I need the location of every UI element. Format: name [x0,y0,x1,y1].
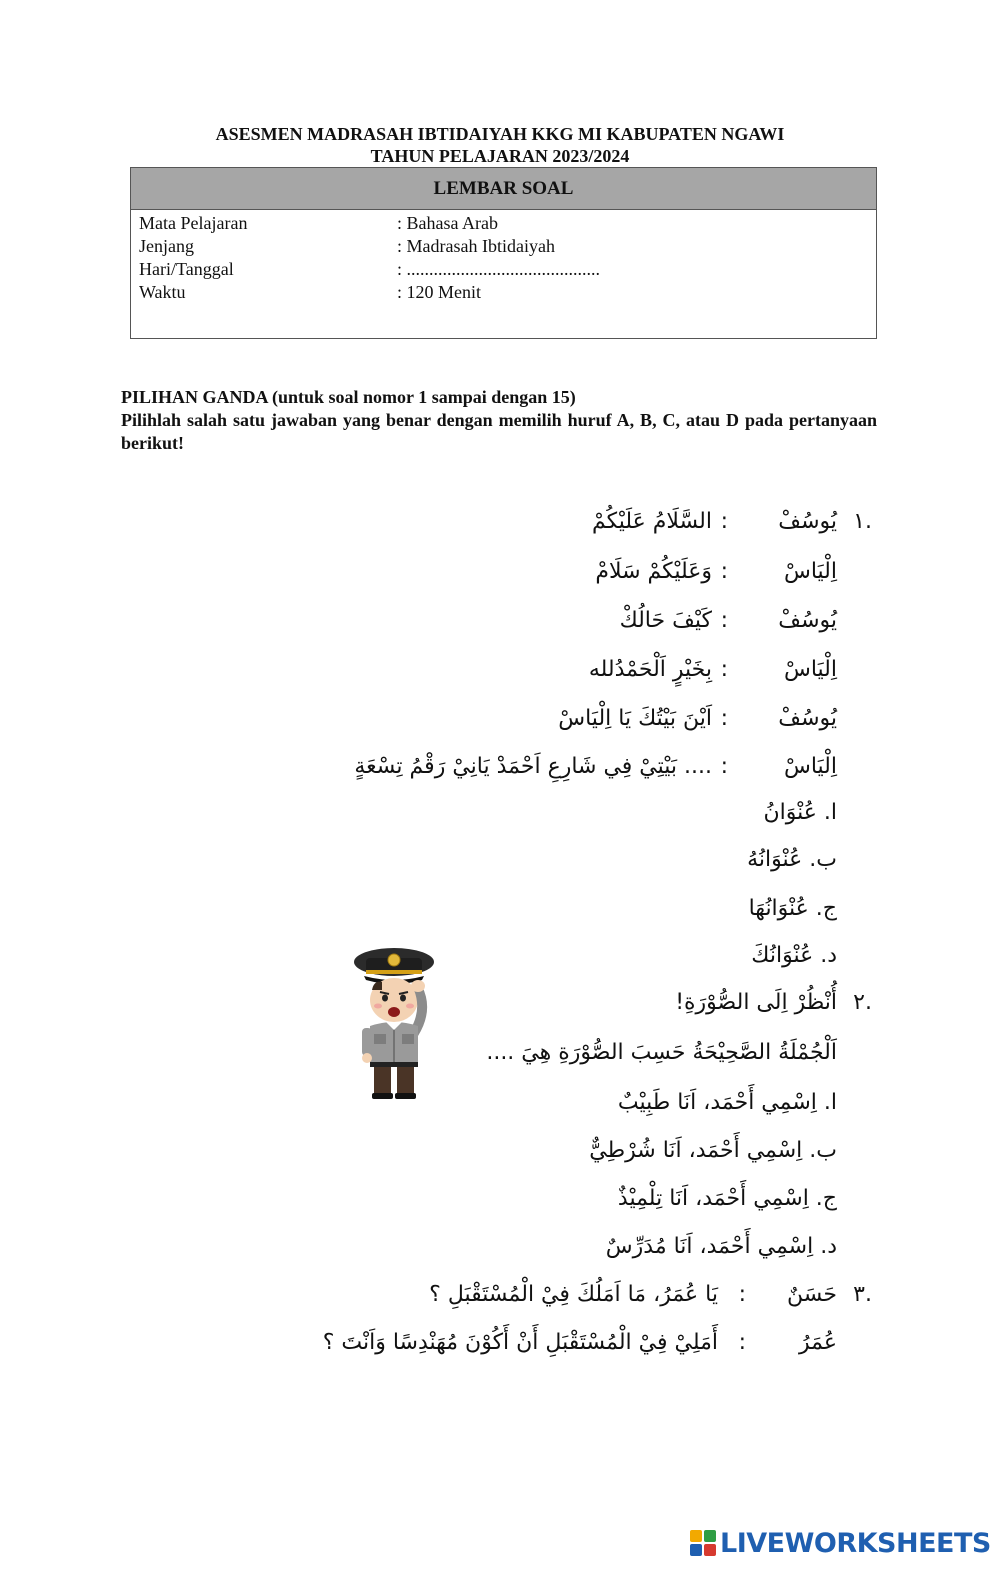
dialogue-colon: : [720,608,728,633]
exam-info-box [130,167,877,339]
section-instruction: Pilihlah salah satu jawaban yang benar dengan memilih huruf A, B, C, atau D pada pertanyaan berikut! [121,410,877,453]
info-value: : Madrasah Ibtidaiyah [397,236,555,256]
dialogue-line: بِخَيْرٍ اَلْحَمْدُلله [588,657,712,682]
question-stem: اَلْجُمْلَةُ الصَّحِيْحَةُ حَسِبَ الصُّوْرَةِ هِيَ .... [486,1040,837,1065]
dialogue-line: يَا عُمَرُ، مَا اَمَلُكَ فِيْ الْمُسْتَقْبَلِ ؟ [429,1282,718,1307]
info-label: Jenjang [139,236,194,256]
info-value: : Bahasa Arab [397,213,498,233]
question-number: .٢ [853,990,872,1015]
question-prompt: أُنْظُرْ اِلَى الصُّوْرَةِ! [675,990,837,1015]
liveworksheets-brand [690,1526,991,1560]
dialogue-line: اَيْنَ بَيْتُكَ يَا اِلْيَاسْ [558,706,712,731]
dialogue-speaker: يُوسُفْ [778,706,837,731]
dialogue-speaker: حَسَنٌ [787,1282,837,1307]
sheet-title: LEMBAR SOAL [131,168,876,210]
dialogue-colon: : [720,754,728,779]
dialogue-colon: : [720,657,728,682]
dialogue-line: أَمَلِيْ فِيْ الْمُسْتَقْبَلِ أَنْ أَكُوْنَ مُهَنْدِسًا وَاَنْتَ ؟ [322,1330,718,1355]
dialogue-colon: : [738,1330,746,1355]
question-number: .١ [853,509,872,534]
answer-option-a[interactable]: ا. اِسْمِي أَحْمَد، اَنَا طَبِيْبٌ [617,1090,837,1115]
info-value: : 120 Menit [397,282,481,302]
answer-option-c[interactable]: ج. عُنْوَانُهَا [748,896,837,921]
dialogue-speaker: اِلْيَاسْ [783,559,837,584]
dialogue-line: .... بَيْتِيْ فِي شَارِعِ اَحْمَدْ يَانِيْ رَقْمُ تِسْعَةٍ [354,754,712,779]
answer-option-d[interactable]: د. اِسْمِي أَحْمَد، اَنَا مُدَرِّسٌ [605,1234,837,1259]
dialogue-colon: : [720,706,728,731]
dialogue-line: وَعَلَيْكُمْ سَلَامْ [595,559,712,584]
liveworksheets-logo-icon [690,1530,716,1556]
info-label: Waktu [139,282,186,302]
dialogue-line: السَّلَامُ عَلَيْكُمْ [591,509,712,534]
dialogue-speaker: اِلْيَاسْ [783,754,837,779]
section-heading: PILIHAN GANDA (untuk soal nomor 1 sampai dengan 15) [121,387,576,407]
answer-option-c[interactable]: ج. اِسْمِي أَحْمَد، اَنَا تِلْمِيْذٌ [617,1186,837,1211]
dialogue-line: كَيْفَ حَالُكْ [619,608,712,633]
dialogue-speaker: يُوسُفْ [778,608,837,633]
info-label: Mata Pelajaran [139,213,248,233]
dialogue-speaker: اِلْيَاسْ [783,657,837,682]
dialogue-colon: : [720,559,728,584]
question-number: .٣ [853,1282,872,1307]
school-year: TAHUN PELAJARAN 2023/2024 [370,146,630,166]
answer-option-d[interactable]: د. عُنْوَانُكَ [751,943,837,968]
answer-option-a[interactable]: ا. عُنْوَانُ [763,800,837,825]
dialogue-speaker: عُمَرُ [799,1330,837,1355]
dialogue-colon: : [738,1282,746,1307]
police-officer-illustration [352,940,438,1100]
info-value: : ........................................... [397,259,601,279]
dialogue-speaker: يُوسُفْ [778,509,837,534]
document-title: ASESMEN MADRASAH IBTIDAIYAH KKG MI KABUPATEN NGAWI [215,124,785,144]
answer-option-b[interactable]: ب. اِسْمِي أَحْمَد، اَنَا شُرْطِيٌّ [589,1138,837,1163]
brand-name: LIVEWORKSHEETS [720,1527,991,1559]
dialogue-colon: : [720,509,728,534]
info-label: Hari/Tanggal [139,259,234,279]
answer-option-b[interactable]: ب. عُنْوَانُهُ [747,847,837,872]
